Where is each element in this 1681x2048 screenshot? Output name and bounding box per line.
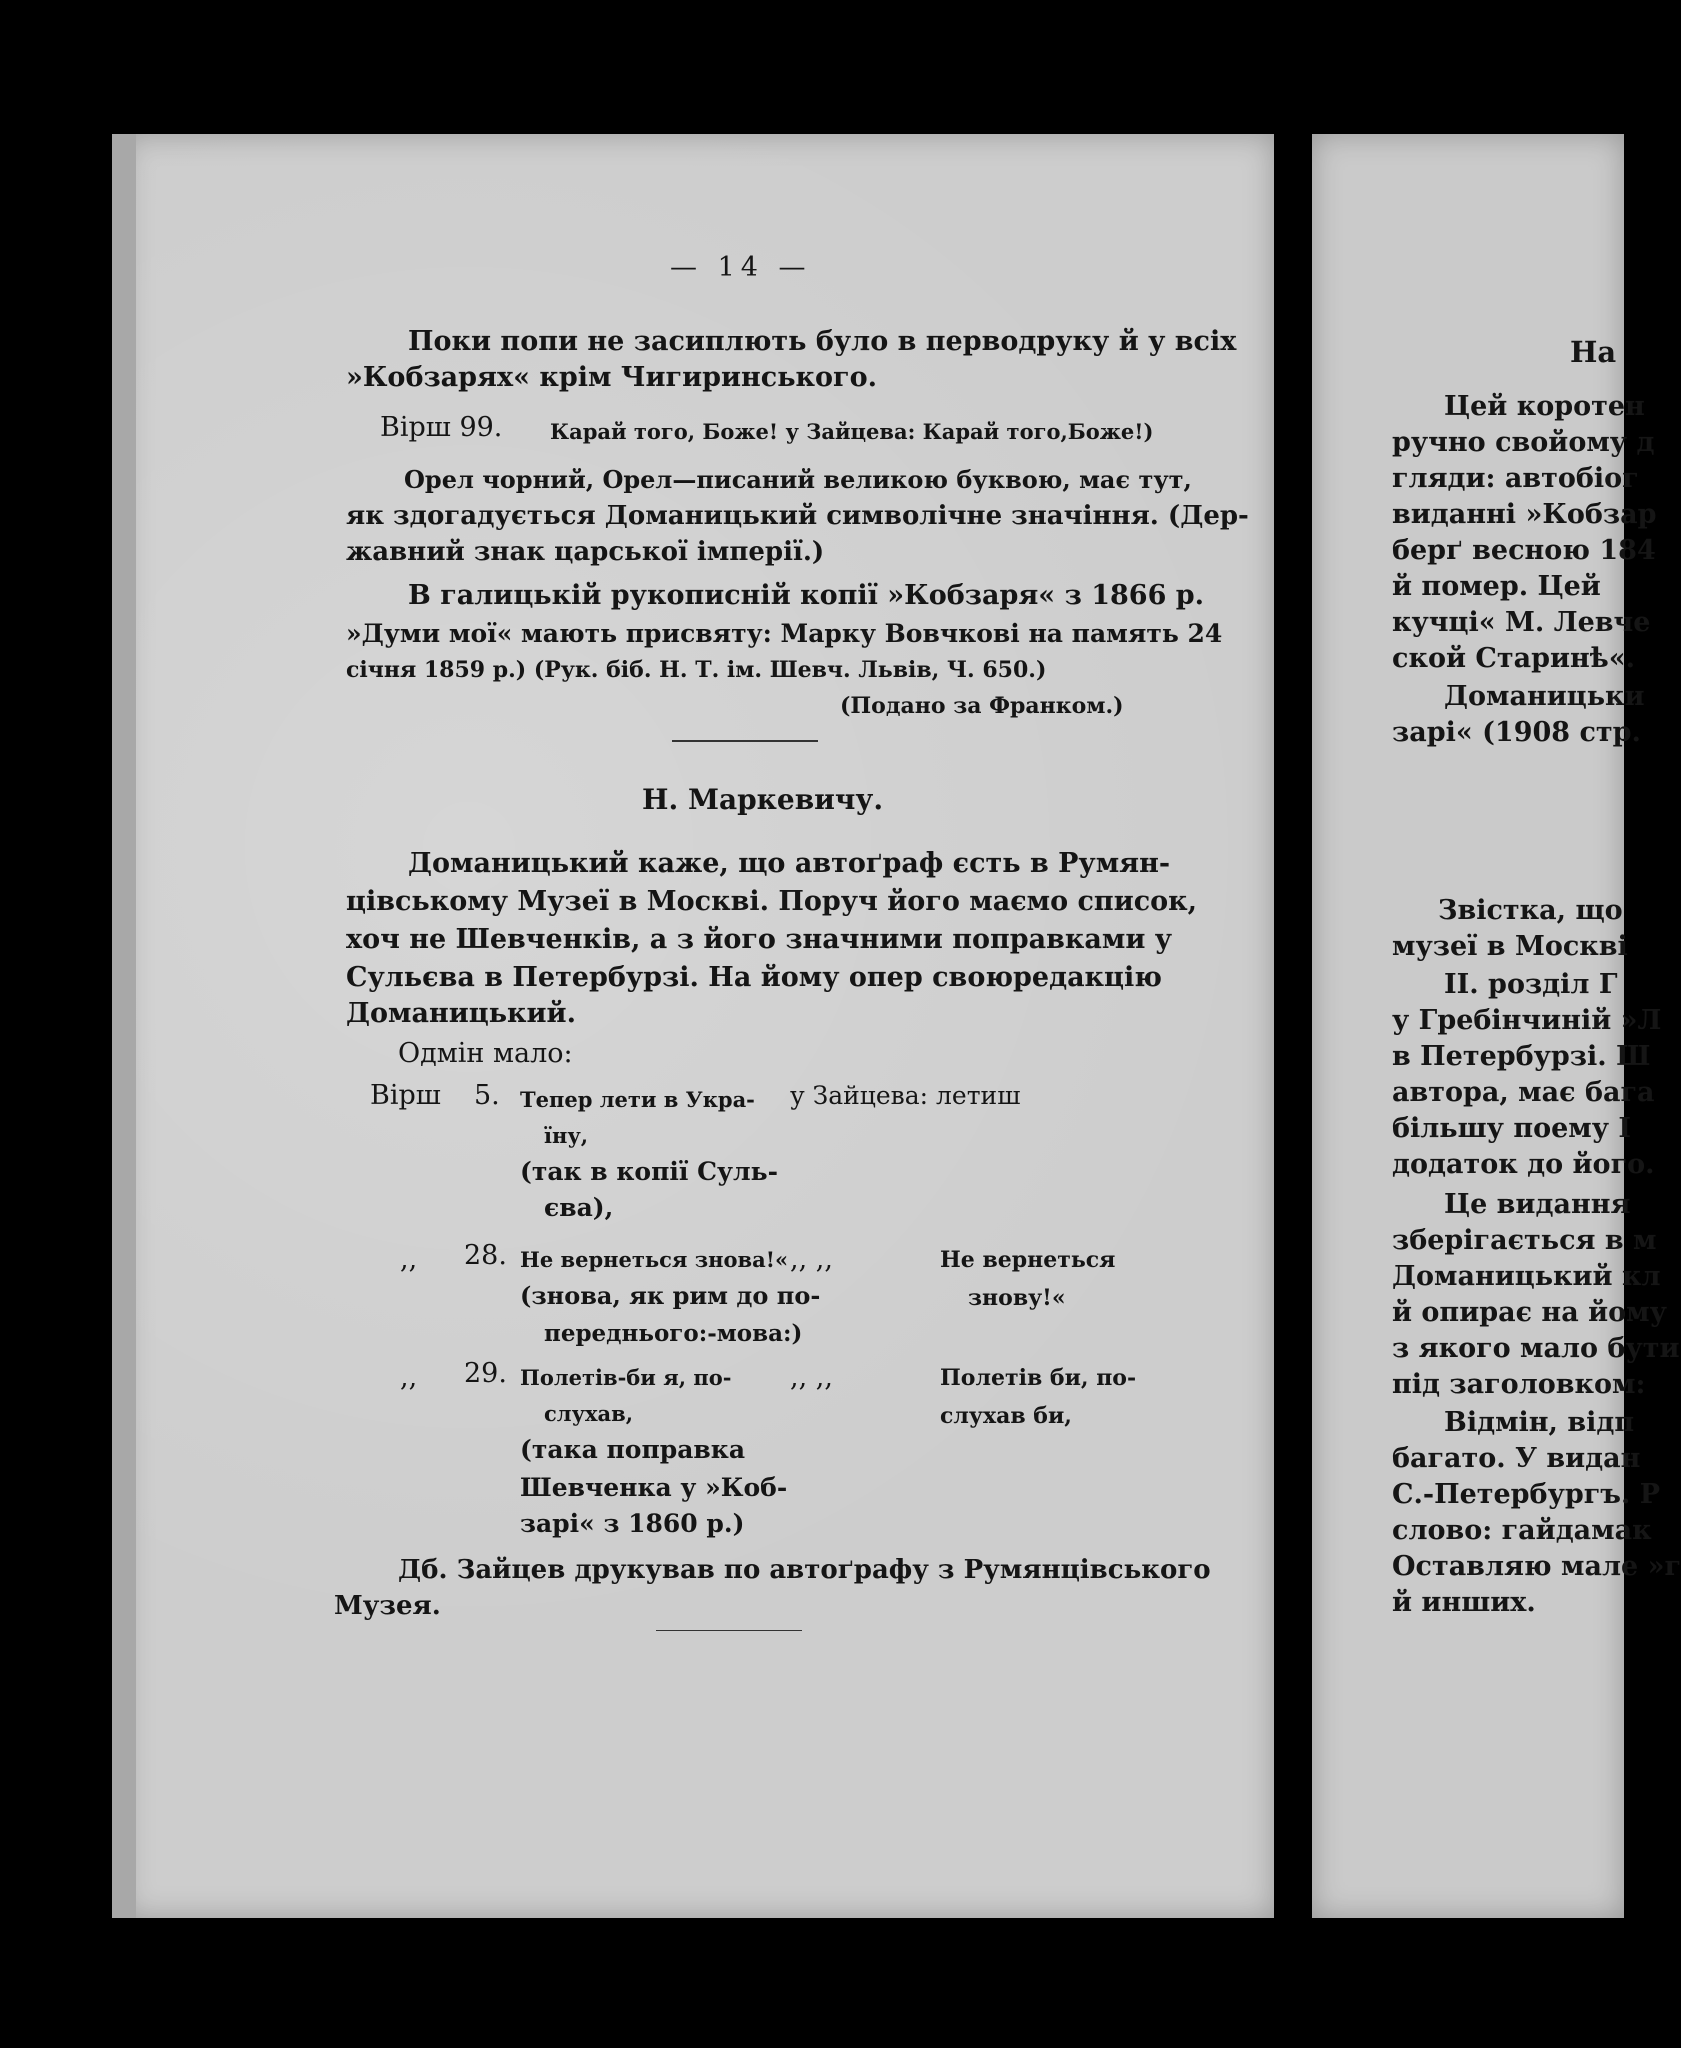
variant-text: зарі« з 1860 р.) — [520, 1509, 745, 1538]
text-line: Доманицький. — [346, 998, 576, 1029]
variant-text: Полетів-би я, по- — [520, 1365, 732, 1390]
ditto-mark: ,, — [400, 1244, 418, 1275]
text-line: багато. У видан — [1392, 1443, 1641, 1474]
variant-text: Шевченка у »Коб- — [520, 1473, 788, 1502]
text-line: під заголовком: — [1392, 1369, 1646, 1400]
text-line: автора, має бага — [1392, 1077, 1655, 1108]
text-line: Сульєва в Петербурзі. На йому опер своюредакцію — [346, 962, 1162, 993]
text-line: хоч не Шевченків, а з його значними поправками у — [346, 924, 1173, 955]
section-title: Н. Маркевичу. — [642, 783, 884, 816]
right-page — [1312, 134, 1681, 1918]
verse-label: Вірш 99. — [380, 412, 503, 443]
variant-label: Вірш — [370, 1080, 441, 1111]
variant-reading: Полетів би, по- — [940, 1365, 1137, 1391]
variant-reading: у Зайцева: летиш — [790, 1081, 1021, 1110]
text-line: жавний знак царської імперії.) — [346, 537, 825, 567]
text-line: й инших. — [1392, 1587, 1536, 1618]
text-line: Карай того, Боже! у Зайцева: Карай того,Боже!) — [550, 419, 1154, 444]
text-line: й опирає на йому — [1392, 1297, 1667, 1328]
text-line: у Гребінчиній »Л — [1392, 1005, 1662, 1036]
text-line: більшу поему І — [1392, 1113, 1632, 1144]
text-line: Доманицьки — [1444, 681, 1645, 712]
variant-number: 29. — [464, 1358, 507, 1389]
divider — [672, 740, 818, 742]
text-line: Доманицький каже, що автоґраф єсть в Румян- — [408, 848, 1171, 879]
text-line: берґ весною 184 — [1392, 535, 1656, 566]
variant-text: їну, — [544, 1123, 589, 1148]
text-line: кучці« М. Левче — [1392, 607, 1651, 638]
text-line: Оставляю мале »г — [1392, 1551, 1681, 1582]
variant-reading: слухав би, — [940, 1403, 1072, 1429]
variant-text: єва), — [544, 1193, 614, 1222]
variant-text: Тепер лети в Укра- — [520, 1087, 755, 1112]
page-number: — 14 — — [670, 252, 812, 283]
text-line: виданні »Кобзар — [1392, 499, 1657, 530]
variant-text: переднього:-мова:) — [544, 1320, 803, 1347]
text-line: гляди: автобіог — [1392, 463, 1639, 494]
variant-text: Не вернеться знова!« — [520, 1247, 789, 1272]
text-line: Орел чорний, Орел—писаний великою буквою, має тут, — [404, 465, 1192, 494]
text-line: слово: гайдамак — [1392, 1515, 1652, 1546]
variant-number: 28. — [464, 1240, 507, 1271]
variant-number: 5. — [474, 1080, 500, 1111]
attribution: (Подано за Франком.) — [840, 693, 1124, 719]
text-line: музеї в Москві — [1392, 931, 1628, 962]
variant-reading: знову!« — [968, 1285, 1066, 1311]
text-line: »Кобзарях« крім Чигиринського. — [346, 362, 878, 393]
text-line: Дб. Зайцев друкував по автоґрафу з Румянцівського — [398, 1555, 1211, 1585]
text-line: В галицькій рукописній копії »Кобзаря« з 1866 р. — [408, 580, 1205, 611]
variant-text: (так в копії Суль- — [520, 1157, 778, 1186]
text-line: січня 1859 р.) (Рук. біб. Н. Т. ім. Шевч. Львів, Ч. 650.) — [346, 657, 1047, 683]
text-line: Це видання — [1444, 1189, 1631, 1220]
text-line: з якого мало бути — [1392, 1333, 1680, 1364]
text-line: й помер. Цей — [1392, 571, 1601, 602]
variant-text: (така поправка — [520, 1435, 746, 1464]
text-line: Музея. — [334, 1591, 441, 1621]
text-line: Звістка, що — [1438, 895, 1623, 926]
text-line: Поки попи не засиплють було в перводруку й у всіх — [408, 326, 1237, 357]
left-page — [124, 134, 1274, 1918]
text-line: зарі« (1908 стр. — [1392, 717, 1641, 748]
text-line: Відмін, відп — [1444, 1407, 1635, 1438]
variant-text: (знова, як рим до по- — [520, 1281, 821, 1310]
variants-intro: Одмін мало: — [398, 1038, 573, 1069]
text-line: Цей коротен — [1444, 391, 1645, 422]
text-line: в Петербурзі. Ш — [1392, 1041, 1651, 1072]
text-line: як здогадується Доманицький символічне значіння. (Дер- — [346, 501, 1249, 531]
text-line: Доманицький кл — [1392, 1261, 1661, 1292]
variant-text: слухав, — [544, 1401, 634, 1426]
text-line: цівському Музеї в Москві. Поруч його маємо список, — [346, 886, 1198, 917]
text-line: зберігається в м — [1392, 1225, 1657, 1256]
variant-reading: Не вернеться — [940, 1247, 1116, 1273]
text-line: додаток до його. — [1392, 1149, 1655, 1180]
divider — [656, 1630, 802, 1631]
text-line: ручно свойому д — [1392, 427, 1655, 458]
ditto-mark: ,, — [400, 1362, 418, 1393]
text-line: С.-Петербургъ. Р — [1392, 1479, 1661, 1510]
right-heading: На — [1570, 335, 1617, 369]
text-line: ской Старинѣ«. — [1392, 643, 1636, 674]
ditto-mark: ,, ,, — [790, 1362, 833, 1393]
text-line: »Думи мої« мають присвяту: Марку Вовчкові на память 24 — [346, 619, 1223, 648]
text-line: II. розділ Г — [1444, 969, 1618, 1000]
ditto-mark: ,, ,, — [790, 1244, 833, 1275]
